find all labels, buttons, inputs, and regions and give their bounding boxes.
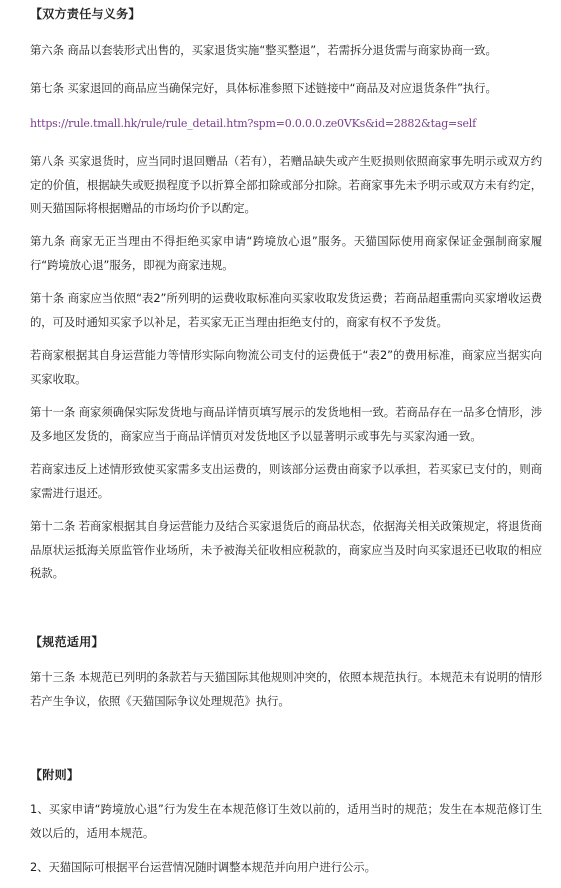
article-8: 第八条 买家退货时，应当同时退回赠品（若有），若赠品缺失或产生贬损则依照商家事先明示或双方约定的价值，根据缺失或贬损程度予以折算全部扣除或部分扣除。若商家事先未予明示或双方未有约定，则天猫国际将根据赠品的市场均价予以酌定。 xyxy=(30,154,542,215)
article-10: 第十条 商家应当依照“表2”所列明的运费收取标准向买家收取发货运费；若商品超重需向买家增收运费的，可及时通知买家予以补足，若买家无正当理由拒绝支付的，商家有权不予发货。 xyxy=(30,291,542,329)
section-heading-scope: 【规范适用】 xyxy=(30,635,104,649)
section-heading-duties: 【双方责任与义务】 xyxy=(30,7,141,21)
article-10-supplement: 若商家根据其自身运营能力等情形实际向物流公司支付的运费低于“表2”的费用标准，商家应当据实向买家收取。 xyxy=(30,348,542,386)
article-6: 第六条 商品以套装形式出售的，买家退货实施“整买整退”，若需拆分退货需与商家协商一致。 xyxy=(30,43,497,57)
article-11-supplement: 若商家违反上述情形致使买家需多支出运费的，则该部分运费由商家予以承担，若买家已支付的，则商家需进行退还。 xyxy=(30,462,542,500)
article-13: 第十三条 本规范已列明的条款若与天猫国际其他规则冲突的，依照本规范执行。本规范未有说明的情形若产生争议，依照《天猫国际争议处理规范》执行。 xyxy=(30,670,542,708)
article-12: 第十二条 若商家根据其自身运营能力及结合买家退货后的商品状态，依据海关相关政策规定，将退货商品原状运抵海关原监管作业场所，未予被海关征收相应税款的，商家应当及时向买家退还已收取的相应税款。 xyxy=(30,519,542,580)
appendix-item-2: 2、天猫国际可根据平台运营情况随时调整本规范并向用户进行公示。 xyxy=(30,860,376,874)
appendix-item-1: 1、买家申请“跨境放心退”行为发生在本规范修订生效以前的，适用当时的规范；发生在本规范修订生效以后的，适用本规范。 xyxy=(30,802,542,840)
section-heading-appendix: 【附则】 xyxy=(30,768,80,782)
article-7: 第七条 买家退回的商品应当确保完好，具体标准参照下述链接中“商品及对应退货条件”执行。 xyxy=(30,81,497,95)
article-9: 第九条 商家无正当理由不得拒绝买家申请“跨境放心退”服务。天猫国际使用商家保证金强制商家履行“跨境放心退”服务，即视为商家违规。 xyxy=(30,234,542,272)
article-11: 第十一条 商家须确保实际发货地与商品详情页填写展示的发货地相一致。若商品存在一品多仓情形，涉及多地区发货的，商家应当于商品详情页对发货地区予以显著明示或事先与买家沟通一致。 xyxy=(30,405,542,443)
return-conditions-link[interactable]: https://rule.tmall.hk/rule/rule_detail.htm?spm=0.0.0.0.ze0VKs&id=2882&tag=self xyxy=(30,117,476,130)
